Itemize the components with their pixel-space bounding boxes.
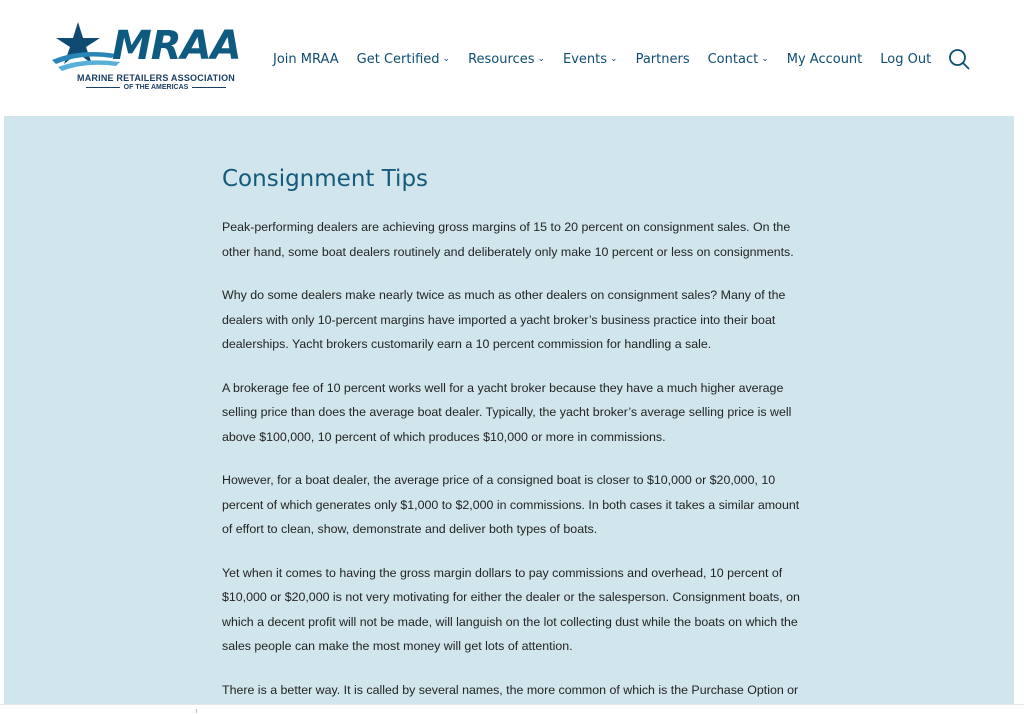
logo-tagline-sub-text: OF THE AMERICAS [123,84,189,91]
nav-my-account-label: My Account [786,51,863,67]
main-nav [273,49,949,69]
chevron-down-icon: ⌄ [537,54,546,64]
article-paragraph: Yet when it comes to having the gross margin dollars to pay commissions and overhead, 10 percent of $10,000 or $20,000 is not very motivating for either the dealer or the salesperson. Consignment boats, on which a decent profit will not be made, will languish on the lot collecting dust while the boats on which the sales people can make the most money will get lots of attention. [222,565,800,653]
page-title: Consignment Tips [222,166,429,192]
nav-partners-label: Partners [635,51,690,67]
nav-contact[interactable] [708,52,769,67]
article-paragraph: Why do some dealers make nearly twice as much as other dealers on consignment sales? Many of the dealers with only 10-percent margins have imported a yacht broker’s business practice into their boat dealerships. Yacht brokers customarily earn a 10 percent commission for handling a sale. [222,288,786,351]
nav-events-label: Events [563,51,608,67]
nav-join-mraa-label: Join MRAA [273,51,339,67]
logo-tagline-sub [66,84,246,91]
article-body [222,215,802,713]
chevron-down-icon: ⌄ [610,54,618,64]
nav-resources[interactable] [468,52,545,67]
nav-get-certified[interactable] [357,52,450,67]
search-button[interactable] [947,47,971,71]
logo-rule-left [86,87,120,88]
logo-wordmark: MRAA [112,23,241,69]
article-paragraph: However, for a boat dealer, the average price of a consigned boat is closer to $10,000 or $20,000, 10 percent of which generates only $1,000 to $2,000 in commissions. In both cases it takes a similar amount of effort to clean, show, demonstrate and deliver both types of boats. [222,473,800,536]
site-header [0,0,1024,116]
nav-log-out[interactable] [880,52,931,67]
nav-partners[interactable] [636,52,690,67]
nav-my-account[interactable] [787,52,863,67]
nav-join-mraa[interactable] [273,52,339,67]
article-paragraph: Peak-performing dealers are achieving gross margins of 15 to 20 percent on consignment sales. On the other hand, some boat dealers routinely and deliberately only make 10 percent or less on consignments. [222,220,794,259]
search-icon [947,47,971,71]
article-section [4,116,1014,713]
nav-contact-label: Contact [707,51,759,67]
article-paragraph: A brokerage fee of 10 percent works well for a yacht broker because they have a much higher average selling price than does the average boat dealer. Typically, the yacht broker’s average selling price is well above $100,000, 10 percent of which produces $10,000 or more in commissions. [222,380,792,444]
chevron-down-icon: ⌄ [761,54,769,64]
chevron-down-icon: ⌄ [442,54,451,64]
divider [196,709,197,713]
logo-rule-right [192,87,226,88]
logo-tagline: MARINE RETAILERS ASSOCIATION [77,73,235,83]
article-paragraph: There is a better way. It is called by several names, the more common of which is the Purchase Option or [222,682,799,697]
nav-log-out-label: Log Out [880,51,932,67]
nav-resources-label: Resources [468,51,535,67]
nav-events[interactable] [563,52,618,67]
nav-get-certified-label: Get Certified [356,51,440,67]
mraa-logo[interactable] [50,20,250,96]
